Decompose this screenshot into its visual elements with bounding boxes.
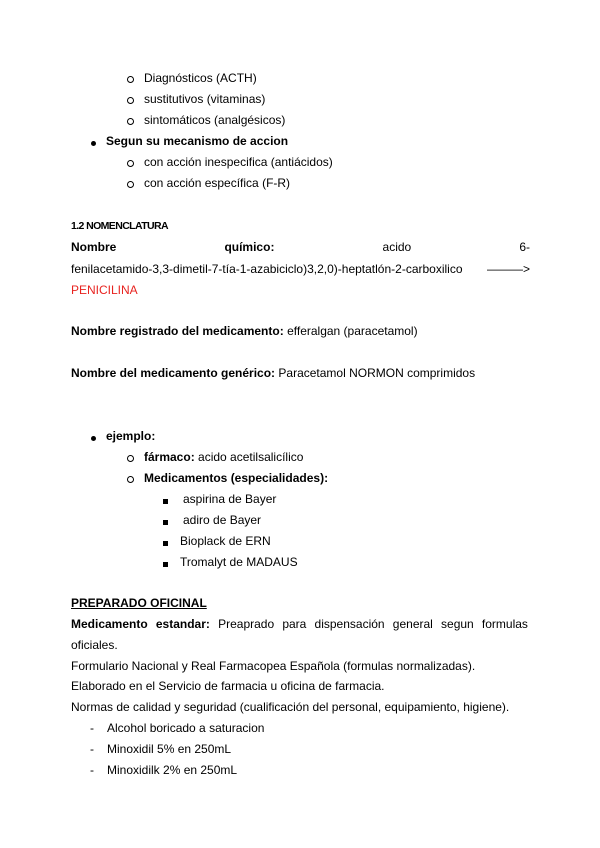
std-word: general — [392, 617, 433, 631]
dash-bullet: - — [90, 721, 94, 735]
square-bullet-icon — [163, 556, 168, 570]
circle-bullet-icon — [127, 177, 134, 191]
list-item: adiro de Bayer — [183, 513, 262, 527]
paragraph-line: oficiales. — [71, 638, 118, 652]
circle-bullet-icon — [127, 114, 134, 128]
registered-name-line — [71, 324, 418, 338]
list-item: Tromalyt de MADAUS — [180, 555, 298, 569]
square-bullet-icon — [163, 514, 168, 528]
standard-line — [71, 617, 528, 631]
list-item: sintomáticos (analgésicos) — [144, 113, 286, 127]
paragraph-line: Elaborado en el Servicio de farmacia u oficina de farmacia. — [71, 679, 385, 693]
arrow-icon: ———> — [486, 262, 530, 276]
chem-word-2: 6- — [519, 240, 530, 254]
list-item: con acción inespecifica (antiácidos) — [144, 155, 333, 169]
penicilina-label: PENICILINA — [71, 283, 138, 297]
example-heading: ejemplo: — [106, 429, 156, 443]
std-word: segun — [441, 617, 474, 631]
generic-name-line — [71, 366, 475, 380]
disc-bullet-icon — [91, 430, 96, 444]
circle-bullet-icon — [127, 451, 134, 465]
registered-label: Nombre registrado del medicamento: — [71, 324, 284, 338]
generic-value: Paracetamol NORMON comprimidos — [278, 366, 476, 380]
circle-bullet-icon — [127, 72, 134, 86]
circle-bullet-icon — [127, 472, 134, 486]
chem-label-1: Nombre — [71, 240, 117, 254]
farmaco-label: fármaco: — [144, 450, 195, 464]
section-title-preparado: PREPARADO OFICINAL — [71, 596, 207, 610]
dash-bullet: - — [90, 763, 94, 777]
chemical-name-line — [71, 240, 530, 254]
farmaco-line — [144, 450, 303, 464]
std-word: formulas — [481, 617, 528, 631]
list-item: Bioplack de ERN — [180, 534, 271, 548]
chemical-name: fenilacetamido-3,3-dimetil-7-tía-1-azabiciclo)3,2,0)-heptatlón-2-carboxilico — [71, 262, 463, 276]
paragraph-line: Formulario Nacional y Real Farmacopea Española (formulas normalizadas). — [71, 659, 476, 673]
generic-label: Nombre del medicamento genérico: — [71, 366, 276, 380]
square-bullet-icon — [163, 535, 168, 549]
std-word: Preaprado — [218, 617, 275, 631]
dash-bullet: - — [90, 742, 94, 756]
mechanism-heading: Segun su mecanismo de accion — [106, 134, 289, 148]
std-word: estandar: — [155, 617, 210, 631]
list-item: sustitutivos (vitaminas) — [144, 92, 266, 106]
list-item: Minoxidil 5% en 250mL — [107, 742, 232, 756]
list-item: con acción específica (F-R) — [144, 176, 291, 190]
std-word: para — [282, 617, 307, 631]
circle-bullet-icon — [127, 156, 134, 170]
registered-value: efferalgan (paracetamol) — [287, 324, 418, 338]
disc-bullet-icon — [91, 135, 96, 149]
list-item: Alcohol boricado a saturacion — [107, 721, 265, 735]
section-title-nomenclatura: 1.2 NOMENCLATURA — [71, 220, 168, 232]
chem-label-2: químico: — [224, 240, 275, 254]
farmaco-value: acido acetilsalicílico — [198, 450, 304, 464]
square-bullet-icon — [163, 493, 168, 507]
list-item: Diagnósticos (ACTH) — [144, 71, 257, 85]
circle-bullet-icon — [127, 93, 134, 107]
std-word: dispensación — [314, 617, 385, 631]
medicamentos-label: Medicamentos (especialidades): — [144, 471, 329, 485]
std-word: Medicamento — [71, 617, 148, 631]
list-item: aspirina de Bayer — [183, 492, 277, 506]
paragraph-line: Normas de calidad y seguridad (cualificación del personal, equipamiento, higiene). — [71, 700, 510, 714]
list-item: Minoxidilk 2% en 250mL — [107, 763, 238, 777]
chem-word-1: acido — [382, 240, 412, 254]
chemical-name-line-2 — [71, 262, 530, 276]
